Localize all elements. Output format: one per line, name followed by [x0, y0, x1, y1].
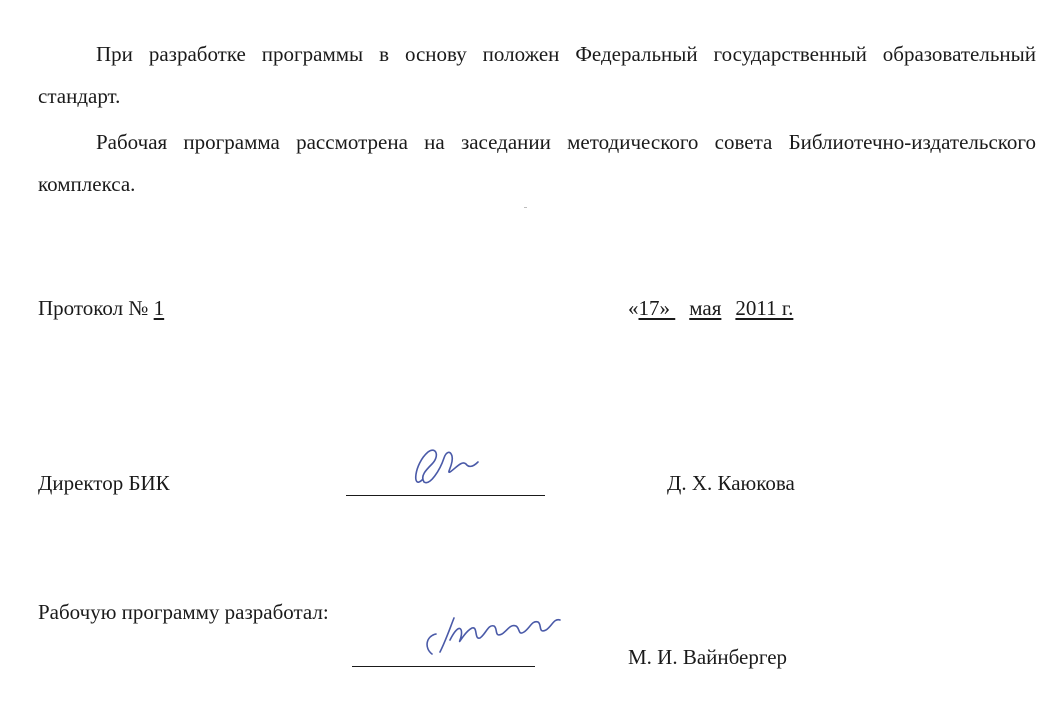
director-name: Д. Х. Каюкова — [667, 471, 795, 495]
protocol-date — [628, 296, 793, 321]
developer-label: Рабочую программу разработал: — [38, 600, 329, 624]
date-open-quote: « — [628, 296, 639, 320]
director-signature — [410, 434, 490, 494]
date-day: 17» — [638, 296, 676, 320]
date-year: 2011 г. — [735, 296, 794, 320]
scan-speck — [524, 207, 527, 208]
paragraph-standard-text: При разработке программы в основу положен Федеральный государственный образовательный стандарт. — [38, 42, 1036, 108]
date-month: мая — [689, 296, 722, 320]
protocol-label: Протокол № — [38, 296, 154, 320]
director-signature-line — [346, 495, 545, 496]
paragraph-review-text: Рабочая программа рассмотрена на заседании методического совета Библиотечно-издательского комплекса. — [38, 130, 1036, 196]
protocol-number — [38, 296, 164, 321]
paragraph-review — [38, 121, 1036, 205]
director-position: Директор БИК — [38, 471, 170, 495]
paragraph-standard — [38, 33, 1036, 117]
developer-name: М. И. Вайнбергер — [628, 645, 788, 669]
developer-signature — [420, 610, 580, 662]
protocol-number-value: 1 — [153, 296, 165, 320]
developer-signature-line — [352, 666, 535, 667]
